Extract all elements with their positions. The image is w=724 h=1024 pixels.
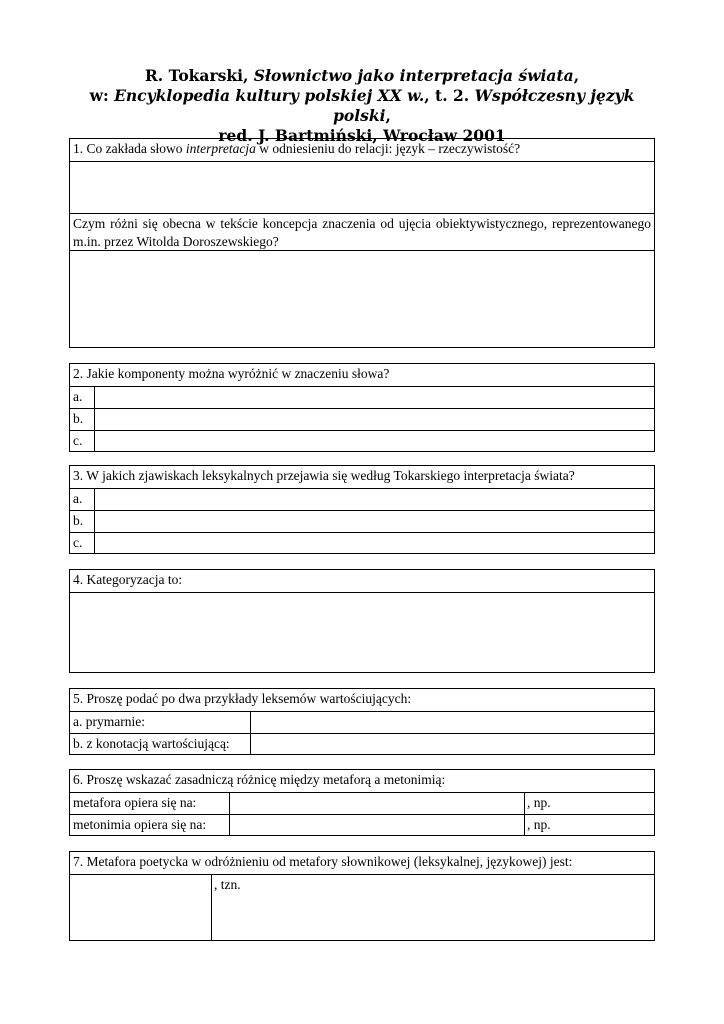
question-3-row-c xyxy=(70,532,654,553)
question-7-explanation[interactable]: , tzn. xyxy=(214,877,241,892)
row-label: a. prymarnie: xyxy=(73,714,145,729)
question-1-subanswer-field[interactable] xyxy=(70,250,654,347)
question-2-answer-c[interactable] xyxy=(94,431,654,451)
question-5-table xyxy=(69,688,655,755)
row-label: c. xyxy=(73,433,83,448)
question-3-answer-a[interactable] xyxy=(94,489,654,510)
title-volume: Współczesny język polski xyxy=(333,86,635,125)
question-5-header xyxy=(70,689,654,711)
question-3-row-a xyxy=(70,488,654,510)
question-2-row-b xyxy=(70,408,654,430)
question-3-answer-b[interactable] xyxy=(94,511,654,532)
document-title xyxy=(60,66,664,146)
question-1-answer-field[interactable] xyxy=(70,161,654,213)
row-label: b. xyxy=(73,513,84,528)
title-line-2: w: Encyklopedia kultury polskiej XX w., t. 2. Współczesny język polski, xyxy=(89,86,635,125)
question-6-example-a[interactable]: , np. xyxy=(527,795,551,810)
question-7-row xyxy=(70,874,654,940)
question-2-header xyxy=(70,364,654,386)
question-3-row-b xyxy=(70,510,654,532)
question-6-row-b xyxy=(70,814,654,835)
question-2-answer-b[interactable] xyxy=(94,409,654,430)
row-label: b. xyxy=(73,411,84,426)
question-5-text: 5. Proszę podać po dwa przykłady leksemów wartościujących: xyxy=(73,691,412,706)
question-1-header xyxy=(70,139,654,161)
question-1-text: 1. Co zakłada słowo interpretacja w odniesieniu do relacji: język – rzeczywistość? xyxy=(73,141,521,156)
question-2-answer-a[interactable] xyxy=(94,387,654,408)
question-6-text: 6. Proszę wskazać zasadniczą różnicę między metaforą a metonimią: xyxy=(73,772,446,787)
row-label: b. z konotacją wartościującą: xyxy=(73,736,230,751)
question-6-row-a xyxy=(70,792,654,814)
row-label: c. xyxy=(73,535,83,550)
question-5-answer-b[interactable] xyxy=(250,734,654,754)
row-label: metonimia opiera się na: xyxy=(73,817,207,832)
question-5-row-a xyxy=(70,711,654,733)
question-6-answer-a[interactable] xyxy=(229,793,524,814)
question-4-answer-field[interactable] xyxy=(70,592,654,672)
question-2-row-c xyxy=(70,430,654,451)
question-4-table xyxy=(69,569,655,673)
question-7-text: 7. Metafora poetycka w odróżnieniu od metafory słownikowej (leksykalnej, językowej) jest: xyxy=(73,854,573,869)
question-1-subquestion xyxy=(70,213,654,250)
question-5-row-b xyxy=(70,733,654,754)
question-3-text: 3. W jakich zjawiskach leksykalnych przejawia się według Tokarskiego interpretacja świata? xyxy=(73,468,575,483)
question-1-subquestion-text: Czym różni się obecna w tekście koncepcja znaczenia od ujęcia obiektywistycznego, reprezentowanego m.in. przez Witolda Doroszewskiego? xyxy=(73,216,651,249)
question-3-answer-c[interactable] xyxy=(94,533,654,553)
question-2-row-a xyxy=(70,386,654,408)
question-7-header xyxy=(70,852,654,874)
question-6-header xyxy=(70,770,654,792)
question-1-table xyxy=(69,138,655,348)
row-label: a. xyxy=(73,389,83,404)
title-work: Słownictwo jako interpretacja świata xyxy=(253,66,574,85)
question-5-answer-a[interactable] xyxy=(250,712,654,733)
question-2-table xyxy=(69,363,655,452)
question-3-header xyxy=(70,466,654,488)
question-6-table xyxy=(69,769,655,836)
question-6-answer-b[interactable] xyxy=(229,815,524,835)
question-7-answer[interactable] xyxy=(70,875,211,940)
title-line-1: R. Tokarski, Słownictwo jako interpretacja świata, xyxy=(144,66,580,85)
question-7-table xyxy=(69,851,655,941)
title-encyclopedia: Encyklopedia kultury polskiej XX w. xyxy=(114,86,425,105)
row-label: a. xyxy=(73,491,83,506)
question-3-table xyxy=(69,465,655,554)
question-4-text: 4. Kategoryzacja to: xyxy=(73,572,183,587)
question-4-header xyxy=(70,570,654,592)
title-line-3: red. J. Bartmiński, Wrocław 2001 xyxy=(218,126,506,145)
question-2-text: 2. Jakie komponenty można wyróżnić w znaczeniu słowa? xyxy=(73,366,390,381)
question-6-example-b[interactable]: , np. xyxy=(527,817,551,832)
row-label: metafora opiera się na: xyxy=(73,795,197,810)
